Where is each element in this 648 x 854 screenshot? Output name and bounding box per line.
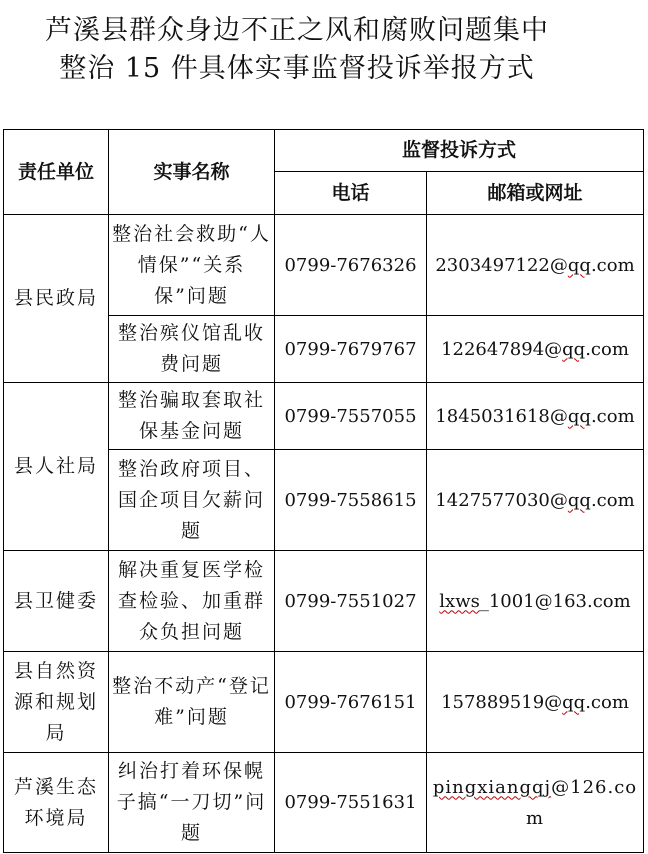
item-cell: 整治骗取套取社保基金问题 <box>109 383 275 450</box>
email-cell <box>427 215 644 316</box>
email-user: 2303497122@ <box>435 254 568 276</box>
email-cell <box>427 551 644 652</box>
phone-cell: 0799-7557055 <box>275 383 427 450</box>
email-tail: .com <box>585 338 629 360</box>
table-row <box>4 551 644 652</box>
header-channel: 监督投诉方式 <box>275 130 644 172</box>
unit-cell: 县自然资源和规划局 <box>4 652 109 753</box>
unit-cell: 县人社局 <box>4 383 109 551</box>
email-cell <box>427 753 644 853</box>
email-tail: .com <box>590 254 635 276</box>
email-domain: pingxiangqj <box>432 776 552 798</box>
email-cell <box>427 316 644 383</box>
item-cell: 整治殡仪馆乱收费问题 <box>109 316 275 383</box>
item-cell: 纠治打着环保幌子搞“一刀切”问题 <box>109 753 275 853</box>
unit-cell: 芦溪生态环境局 <box>4 753 109 853</box>
email-tail: .com <box>585 691 629 713</box>
email-tail: @126.com <box>525 776 638 829</box>
header-email: 邮箱或网址 <box>427 172 644 215</box>
email-domain: qq <box>562 338 586 360</box>
email-cell <box>427 652 644 753</box>
email-cell <box>427 383 644 450</box>
unit-cell: 县民政局 <box>4 215 109 383</box>
email-tail: .com <box>590 405 635 427</box>
email-domain: qq <box>562 691 586 713</box>
email-user: 1845031618@ <box>435 405 568 427</box>
contact-table <box>3 129 644 853</box>
email-user: 157889519@ <box>441 691 563 713</box>
email-cell <box>427 450 644 551</box>
item-cell: 整治政府项目、国企项目欠薪问题 <box>109 450 275 551</box>
email-user: 1427577030@ <box>435 489 568 511</box>
unit-cell: 县卫健委 <box>4 551 109 652</box>
table-row <box>4 383 644 450</box>
email-tail: _1001@163.com <box>479 590 631 612</box>
item-cell: 整治社会救助“人情保”“关系保”问题 <box>109 215 275 316</box>
phone-cell: 0799-7679767 <box>275 316 427 383</box>
email-user: 122647894@ <box>441 338 563 360</box>
title-line-2: 整治 15 件具体实事监督投诉举报方式 <box>59 53 535 84</box>
document-title <box>0 12 648 88</box>
table-row <box>4 652 644 753</box>
email-domain: qq <box>567 254 591 276</box>
title-line-1: 芦溪县群众身边不正之风和腐败问题集中 <box>45 15 549 46</box>
table-row <box>4 753 644 853</box>
header-unit: 责任单位 <box>4 130 109 215</box>
phone-cell: 0799-7676151 <box>275 652 427 753</box>
email-domain: qq <box>567 489 591 511</box>
phone-cell: 0799-7551027 <box>275 551 427 652</box>
email-domain: lxws <box>439 590 480 612</box>
table-row <box>4 215 644 316</box>
phone-cell: 0799-7551631 <box>275 753 427 853</box>
phone-cell: 0799-7676326 <box>275 215 427 316</box>
item-cell: 整治不动产“登记难”问题 <box>109 652 275 753</box>
email-tail: .com <box>590 489 635 511</box>
item-cell: 解决重复医学检查检验、加重群众负担问题 <box>109 551 275 652</box>
header-phone: 电话 <box>275 172 427 215</box>
header-item: 实事名称 <box>109 130 275 215</box>
phone-cell: 0799-7558615 <box>275 450 427 551</box>
email-domain: qq <box>567 405 591 427</box>
